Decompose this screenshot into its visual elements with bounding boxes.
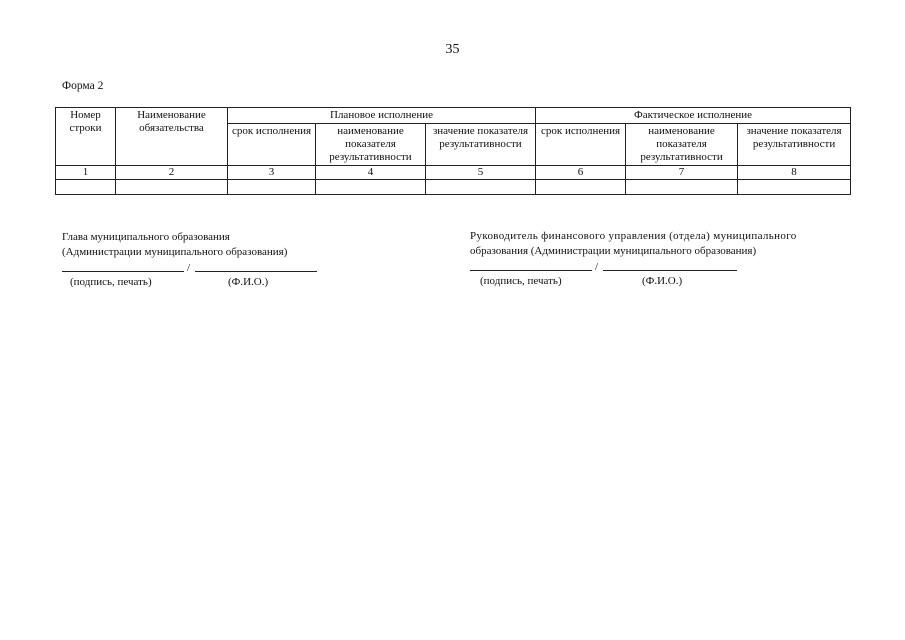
- caption-signature: (подпись, печать): [70, 276, 152, 288]
- signature-separator: /: [187, 262, 191, 274]
- signature-title-line1: Руководитель финансового управления (отдела) муниципального: [470, 230, 797, 242]
- signature-block-head: [62, 230, 362, 290]
- column-number: 4: [316, 166, 426, 180]
- signature-title-line2: (Администрации муниципального образования): [62, 246, 288, 258]
- header-actual-deadline: срок исполнения: [536, 124, 626, 166]
- table-cell: [426, 180, 536, 195]
- header-actual-indicator-value: значение показателя результативности: [738, 124, 851, 166]
- column-number: 8: [738, 166, 851, 180]
- signature-line: [62, 260, 362, 275]
- header-planned-indicator-name: наименование показателя результативности: [316, 124, 426, 166]
- column-number: 6: [536, 166, 626, 180]
- table-cell: [738, 180, 851, 195]
- signature-blank: [470, 270, 592, 271]
- name-blank: [195, 271, 317, 272]
- table-cell: [56, 180, 116, 195]
- caption-name: (Ф.И.О.): [642, 275, 683, 287]
- table-cell: [626, 180, 738, 195]
- column-number: 1: [56, 166, 116, 180]
- signature-title-line1: Глава муниципального образования: [62, 231, 230, 243]
- table-cell: [228, 180, 316, 195]
- signature-block-finance: [470, 229, 845, 289]
- header-row-number: Номер строки: [56, 108, 116, 166]
- name-blank: [603, 270, 737, 271]
- column-number-row: [56, 166, 851, 180]
- table-cell: [316, 180, 426, 195]
- column-number: 7: [626, 166, 738, 180]
- header-planned-indicator-value: значение показателя результативности: [426, 124, 536, 166]
- report-table: [55, 107, 851, 195]
- caption-signature: (подпись, печать): [480, 275, 562, 287]
- header-obligation: Наименование обязательства: [116, 108, 228, 166]
- column-number: 5: [426, 166, 536, 180]
- header-actual-indicator-name: наименование показателя результативности: [626, 124, 738, 166]
- page-number: 35: [445, 42, 460, 57]
- table-cell: [116, 180, 228, 195]
- header-planned-group: Плановое исполнение: [228, 108, 536, 124]
- signature-line: [470, 259, 845, 274]
- header-actual-group: Фактическое исполнение: [536, 108, 851, 124]
- form-label: Форма 2: [62, 80, 104, 92]
- table-row: [56, 180, 851, 195]
- signature-blank: [62, 271, 184, 272]
- table-header-row: [56, 108, 851, 124]
- caption-name: (Ф.И.О.): [228, 276, 269, 288]
- signature-title-line2: образования (Администрации муниципального образования): [470, 245, 757, 257]
- table-cell: [536, 180, 626, 195]
- column-number: 2: [116, 166, 228, 180]
- column-number: 3: [228, 166, 316, 180]
- signature-separator: /: [595, 261, 599, 273]
- header-planned-deadline: срок исполнения: [228, 124, 316, 166]
